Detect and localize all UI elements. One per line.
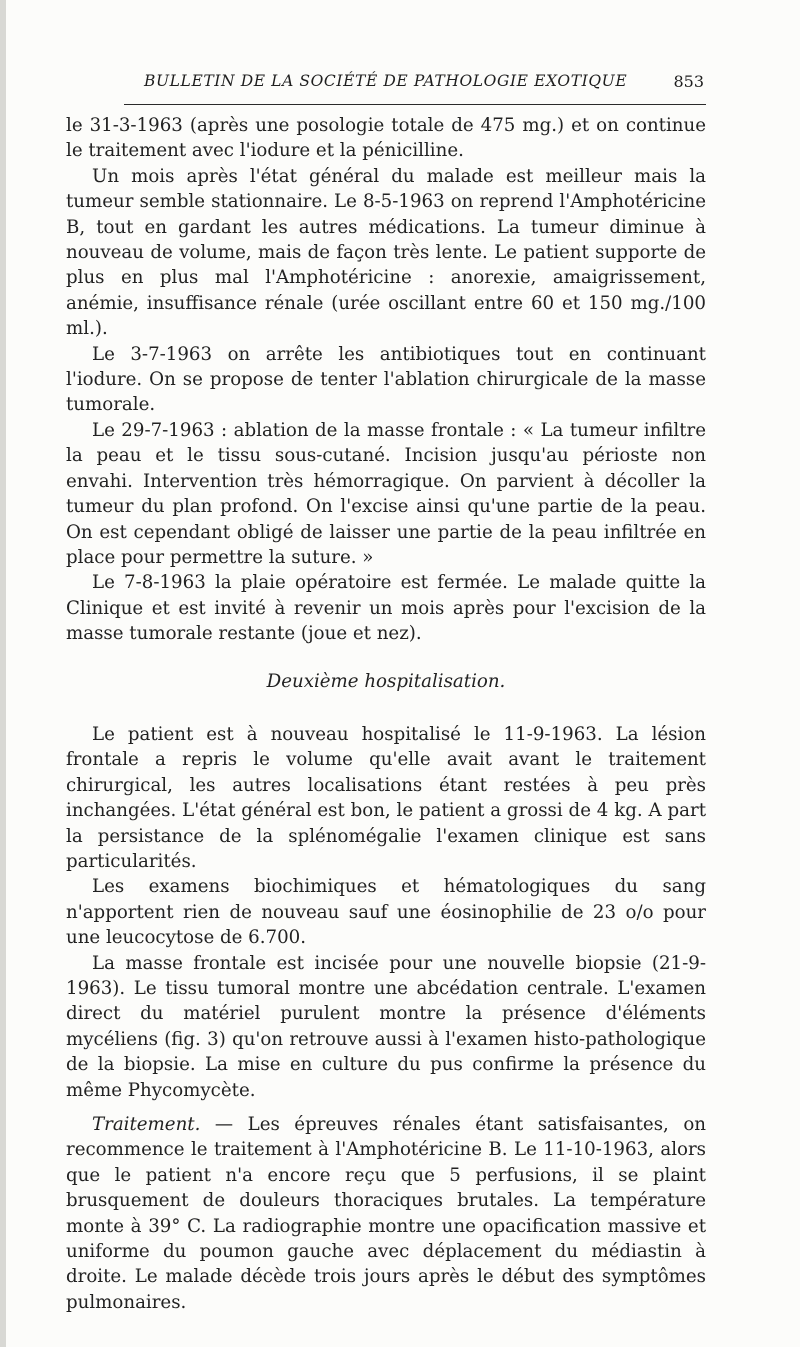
paragraph: Le 3-7-1963 on arrête les antibiotiques tout en continuant l'iodure. On se propose de tenter l'ablation chirurgicale de la masse tumorale. [66, 343, 706, 416]
paragraph: Le 29-7-1963 : ablation de la masse frontale : « La tumeur infiltre la peau et le tissu sous-cutané. Incision jusqu'au périoste non envahi. Intervention très hémorragique. On parvient à décoller la tumeur du plan profond. On l'excise ainsi qu'une partie de la peau. On est cependant obligé de laisser une partie de la peau infiltrée en place pour permettre la suture. » [66, 419, 706, 568]
paragraph: Un mois après l'état général du malade est meilleur mais la tumeur semble stationnaire. Le 8-5-1963 on reprend l'Amphotéricine B, tout en gardant les autres médications. La tumeur diminue à nouveau de volume, mais de façon très lente. Le patient supporte de plus en plus mal l'Amphotéricine : anorexie, amaigrissement, anémie, insuffisance rénale (urée oscillant entre 60 et 150 mg./100 ml.). [66, 165, 706, 340]
body-text [66, 113, 706, 1315]
treatment-paragraph [66, 1112, 706, 1315]
running-header [124, 70, 706, 96]
paragraph: Le 7-8-1963 la plaie opératoire est fermée. Le malade quitte la Clinique et est invité à revenir un mois après pour l'excision de la masse tumorale restante (joue et nez). [66, 572, 706, 645]
paragraph: Le patient est à nouveau hospitalisé le 11-9-1963. La lésion frontale a repris le volume qu'elle avait avant le traitement chirurgical, les autres localisations étant restées à peu près inchangées. L'état général est bon, le patient a grossi de 4 kg. A part la persistance de la splénomégalie l'examen clinique est sans particularités. [66, 723, 706, 872]
page-number: 853 [673, 72, 704, 91]
treatment-text: — Les épreuves rénales étant satisfaisantes, on recommence le traitement à l'Amphotéricine B. Le 11-10-1963, alors que le patient n'a encore reçu que 5 perfusions, il se plaint brusquement de douleurs thoraciques brutales. La température monte à 39° C. La radiographie montre une opacification massive et uniforme du poumon gauche avec déplacement du médiastin à droite. Le malade décède trois jours après le début des symptômes pulmonaires. [66, 1114, 706, 1313]
paragraph-continuation: le 31-3-1963 (après une posologie totale de 475 mg.) et on continue le traitement avec l'iodure et la pénicilline. [66, 115, 706, 162]
running-title: BULLETIN DE LA SOCIÉTÉ DE PATHOLOGIE EXOTIQUE [144, 72, 628, 90]
paragraph: La masse frontale est incisée pour une nouvelle biopsie (21-9-1963). Le tissu tumoral montre une abcédation centrale. L'examen direct du matériel purulent montre la présence d'éléments mycéliens (fig. 3) qu'on retrouve aussi à l'examen histo-pathologique de la biopsie. La mise en culture du pus confirme la présence du même Phycomycète. [66, 952, 706, 1101]
section-title: Deuxième hospitalisation. [266, 670, 506, 692]
header-rule [124, 104, 706, 105]
treatment-lead-in: Traitement. [92, 1114, 201, 1136]
paragraph: Les examens biochimiques et hématologiques du sang n'apportent rien de nouveau sauf une éosinophilie de 23 o/o pour une leucocytose de 6.700. [66, 876, 706, 949]
